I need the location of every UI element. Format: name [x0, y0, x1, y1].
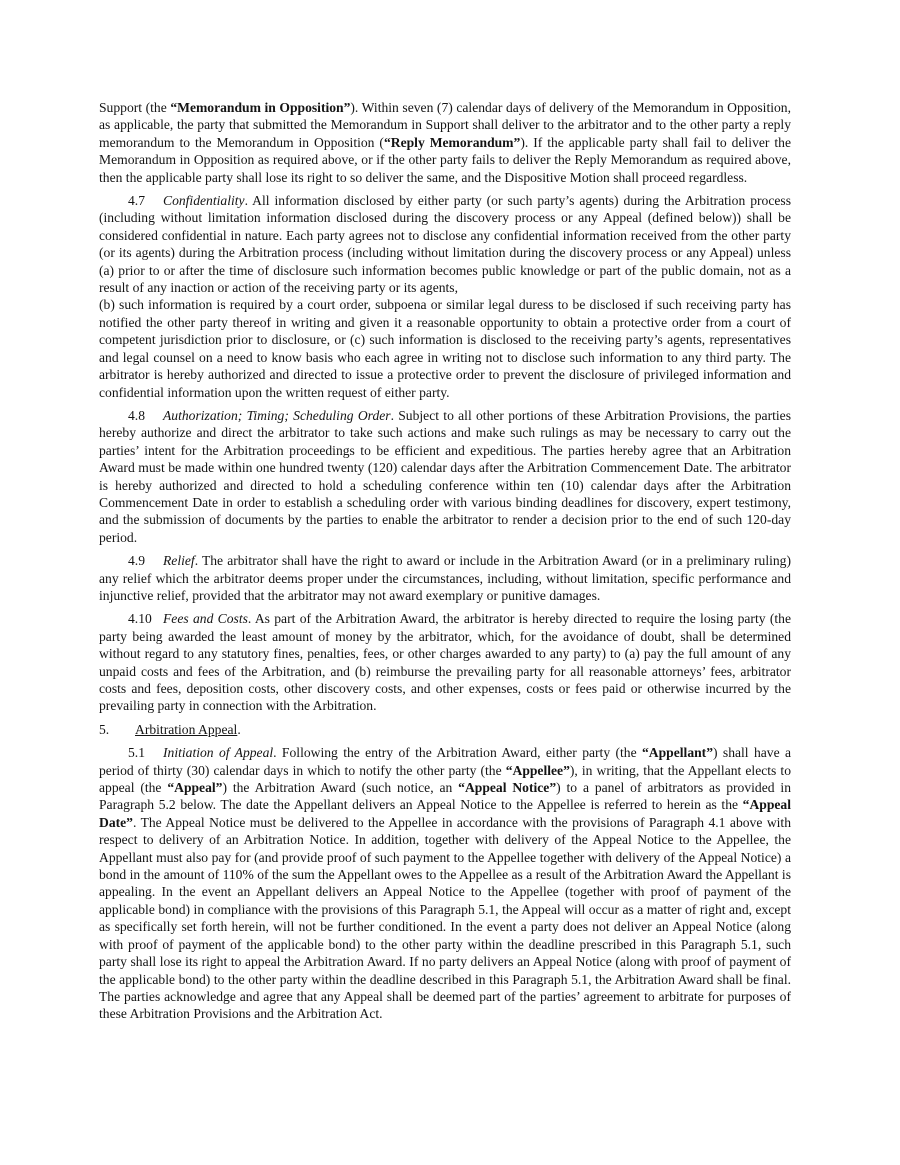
- text-run: ) the Arbitration Award (such notice, an: [222, 780, 459, 796]
- paragraph-4-8-authorization-timing-scheduling-order: [99, 407, 791, 546]
- text-run: Support (the: [99, 100, 171, 115]
- paragraph-number: 4.7: [128, 193, 145, 209]
- paragraph-4-10-fees-and-costs: [99, 610, 791, 714]
- paragraph-number: 5.1: [128, 745, 145, 761]
- text-run: “Appeal”: [167, 780, 223, 796]
- text-run: ) shall have a period of thirty (30) calendar days in which to notify the other party (the: [99, 745, 792, 778]
- paragraph-5-1-initiation-of-appeal: [99, 744, 791, 1023]
- paragraph-4-7-confidentiality: [99, 192, 791, 401]
- text-run: ). Within seven (7) calendar days of delivery of the Memorandum in Opposition, as applicable, the party that submitted the Memorandum in Support shall deliver to the arbitrator and to the other party a reply memorandum to the Memorandum in Opposition (: [99, 100, 791, 150]
- text-run: “Memorandum in Opposition”: [170, 100, 351, 115]
- text-run: “Appeal Date”: [99, 797, 791, 830]
- text-run: Confidentiality: [163, 193, 245, 209]
- text-run: (b) such information is required by a court order, subpoena or similar legal duress to be disclosed if such receiving party has notified the other party thereof in writing and given it a reasonable opportunity to obtain a protective order from a court of competent jurisdiction prior to disclosure, or (c) such information is disclosed to the receiving party’s agents, representatives and legal counsel on a need to know basis who each agree in writing not to disclose such information to any third party. The arbitrator is hereby authorized and directed to issue a protective order to prevent the disclosure of privileged information and confidential information upon the written request of either party.: [99, 297, 791, 400]
- text-run: “Appellant”: [642, 745, 714, 761]
- text-run: . Subject to all other portions of these Arbitration Provisions, the parties hereby authorize and direct the arbitrator to take such actions and make such rulings as may be necessary to carry out the parties’ intent for the Arbitration proceedings to be efficient and expeditious. The parties hereby agree that an Arbitration Award must be made within one hundred twenty (120) calendar days after the Arbitration Commencement Date. The arbitrator is hereby authorized and directed to hold a scheduling conference within ten (10) calendar days after the Arbitration Commencement Date in order to establish a scheduling order with various binding deadlines for discovery, expert testimony, and the submission of documents by the parties to enable the arbitrator to render a decision prior to the end of such 120-day period.: [99, 407, 791, 545]
- text-run: ). If the applicable party shall fail to deliver the Memorandum in Opposition as required above, or if the other party fails to deliver the Reply Memorandum as required above, then the applicable party shall lose its right to so deliver the same, and the Dispositive Motion shall proceed regardless.: [99, 134, 791, 185]
- paragraph-number: 4.10: [128, 611, 152, 627]
- text-run: Initiation of Appeal: [163, 745, 274, 761]
- heading-5-arbitration-appeal: [99, 721, 791, 738]
- paragraph-number: 4.9: [128, 553, 145, 569]
- text-run: “Reply Memorandum”: [383, 134, 521, 150]
- text-run: . All information disclosed by either party (or such party’s agents) during the Arbitration process (including without limitation information disclosed during the discovery process or any Appeal (defined below)) shall be considered confidential in nature. Each party agrees not to disclose any confidential information received from the other party (or its agents) during the Arbitration process (including without limitation during the discovery process or any Appeal) unless (a) prior to or after the time of disclosure such information becomes public knowledge or part of the public domain, not as a result of any inaction or action of the receiving party or its agents,: [99, 193, 791, 296]
- paragraph-4-9-relief: [99, 552, 791, 604]
- text-run: . The arbitrator shall have the right to award or include in the Arbitration Award (or in a preliminary ruling) any relief which the arbitrator deems proper under the circumstances, including, without limitation, specific performance and injunctive relief, provided that the arbitrator may not award exemplary or punitive damages.: [99, 553, 791, 603]
- text-run: .: [237, 721, 241, 737]
- document-body: [99, 99, 791, 1023]
- heading-text: Arbitration Appeal: [135, 721, 238, 737]
- text-run: “Appeal Notice”: [458, 780, 557, 796]
- text-run: ) to a panel of arbitrators as provided in Paragraph 5.2 below. The date the Appellant delivers an Appeal Notice to the Appellee is referred to herein as the: [99, 780, 791, 813]
- text-run: . Following the entry of the Arbitration Award, either party (the: [273, 745, 642, 761]
- text-run: Fees and Costs: [163, 611, 248, 627]
- text-run: . As part of the Arbitration Award, the arbitrator is hereby directed to require the losing party (the party being awarded the least amount of money by the arbitrator, which, for the avoidance of doubt, shall be determined without regard to any statutory fines, penalties, fees, or other charges awarded to any party) to (a) pay the full amount of any unpaid costs and fees of the Arbitration, and (b) reimburse the prevailing party for all reasonable attorneys’ fees, arbitrator costs and fees, deposition costs, other discovery costs, and other expenses, costs or fees paid or otherwise incurred by the prevailing party in connection with the Arbitration.: [99, 611, 791, 714]
- paragraph-memorandum-continuation: [99, 99, 791, 186]
- text-run: Authorization; Timing; Scheduling Order: [163, 407, 391, 423]
- text-run: Relief: [163, 553, 195, 569]
- text-run: ), in writing, that the Appellant elects to appeal (the: [99, 762, 791, 796]
- text-run: “Appellee”: [505, 762, 570, 778]
- text-run: . The Appeal Notice must be delivered to the Appellee in accordance with the provisions of Paragraph 4.1 above with respect to delivery of an Arbitration Notice. In addition, together with delivery of the Appeal Notice to the Appellee, the Appellant must also pay for (and provide proof of such payment to the Appellee together with delivery of the Appeal Notice) a bond in the amount of 110% of the sum the Appellant owes to the Appellee as a result of the Arbitration Award the Appellant is appealing. In the event an Appellant delivers an Appeal Notice to the Appellee (together with proof of payment of the applicable bond) in compliance with the provisions of this Paragraph 5.1, the Appeal will occur as a matter of right and, except as specifically set forth herein, will not be further conditioned. In the event a party does not deliver an Appeal Notice (along with proof of payment of the applicable bond) to the other party within the deadline prescribed in this Paragraph 5.1, such party shall lose its right to appeal the Arbitration Award. If no party delivers an Appeal Notice (along with proof of payment of the applicable bond) to the other party within the deadline described in this Paragraph 5.1, the Arbitration Award shall be final. The parties acknowledge and agree that any Appeal shall be deemed part of the parties’ agreement to arbitrate for purposes of these Arbitration Provisions and the Arbitration Act.: [99, 814, 791, 1022]
- paragraph-number: 5.: [99, 721, 110, 737]
- paragraph-number: 4.8: [128, 407, 145, 423]
